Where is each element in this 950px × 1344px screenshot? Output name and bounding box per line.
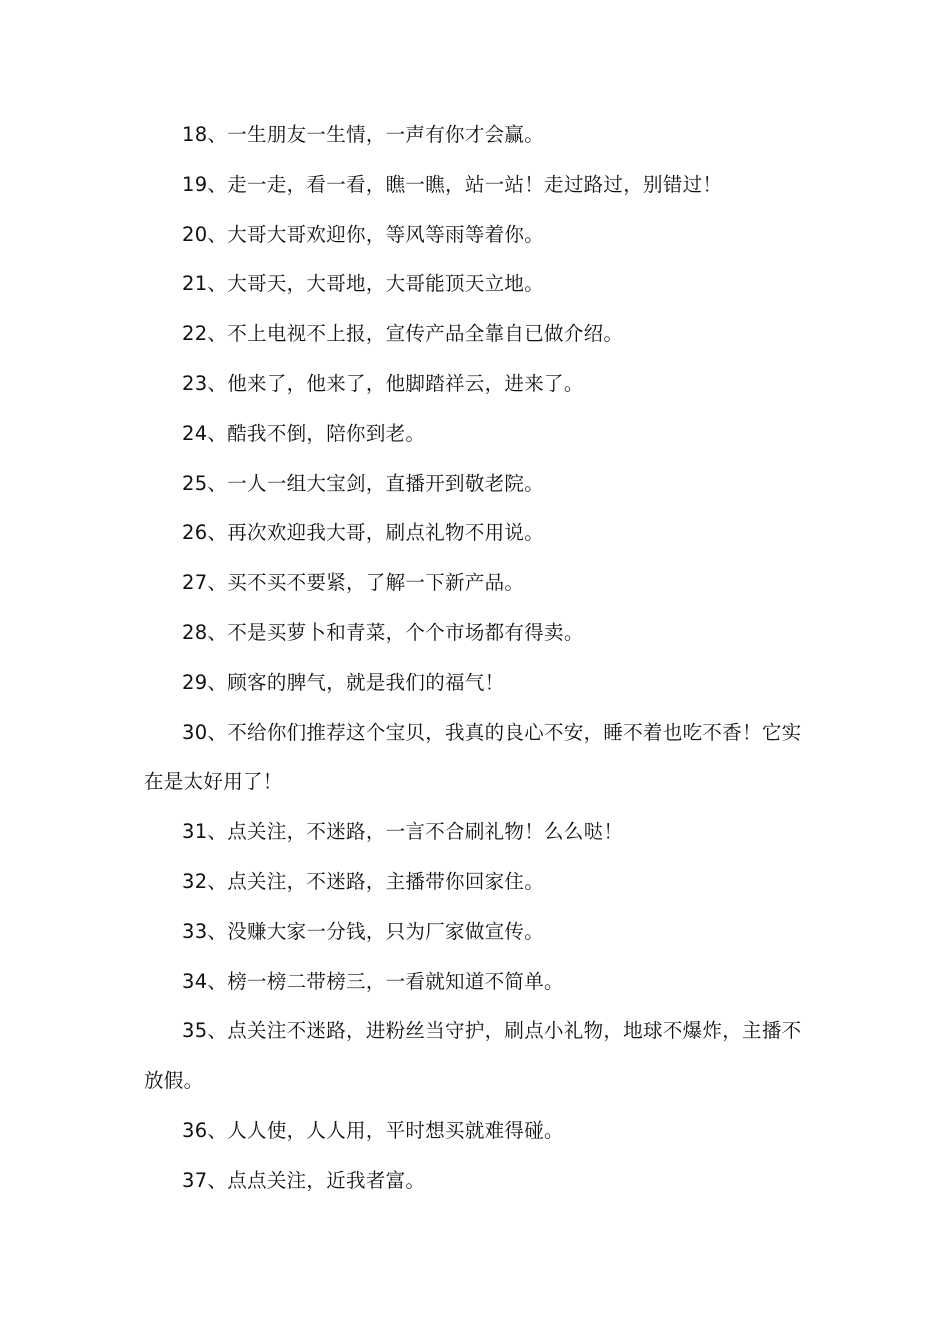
paragraph: 30、不给你们推荐这个宝贝，我真的良心不安，睡不着也吃不香！它实在是太好用了！ bbox=[144, 720, 802, 794]
paragraph: 18、一生朋友一生情，一声有你才会赢。 bbox=[182, 123, 545, 146]
paragraph: 35、点关注不迷路，进粉丝当守护，刷点小礼物，地球不爆炸，主播不放假。 bbox=[144, 1019, 802, 1093]
paragraph: 28、不是买萝卜和青菜，个个市场都有得卖。 bbox=[182, 620, 584, 644]
paragraph: 20、大哥大哥欢迎你，等风等雨等着你。 bbox=[182, 222, 545, 246]
paragraph: 37、点点关注，近我者富。 bbox=[182, 1168, 426, 1192]
paragraph: 22、不上电视不上报，宣传产品全靠自已做介绍。 bbox=[182, 322, 624, 346]
paragraph: 32、点关注，不迷路，主播带你回家住。 bbox=[182, 869, 545, 893]
paragraph: 34、榜一榜二带榜三，一看就知道不简单。 bbox=[182, 969, 564, 993]
document-body bbox=[144, 110, 809, 1206]
paragraph: 27、买不买不要紧，了解一下新产品。 bbox=[182, 571, 525, 595]
paragraph: 21、大哥天，大哥地，大哥能顶天立地。 bbox=[182, 272, 545, 296]
paragraph: 36、人人使，人人用，平时想买就难得碰。 bbox=[182, 1118, 564, 1142]
paragraph: 33、没赚大家一分钱，只为厂家做宣传。 bbox=[182, 919, 545, 943]
paragraph: 25、一人一组大宝剑，直播开到敬老院。 bbox=[182, 471, 545, 495]
paragraph: 29、顾客的脾气，就是我们的福气！ bbox=[182, 670, 505, 694]
paragraph: 23、他来了，他来了，他脚踏祥云，进来了。 bbox=[182, 371, 584, 395]
paragraph: 24、酷我不倒，陪你到老。 bbox=[182, 421, 426, 445]
paragraph: 19、走一走，看一看，瞧一瞧，站一站！走过路过，别错过！ bbox=[182, 172, 723, 196]
paragraph: 31、点关注，不迷路，一言不合刷礼物！么么哒！ bbox=[182, 820, 624, 844]
paragraph: 26、再次欢迎我大哥，刷点礼物不用说。 bbox=[182, 521, 545, 545]
